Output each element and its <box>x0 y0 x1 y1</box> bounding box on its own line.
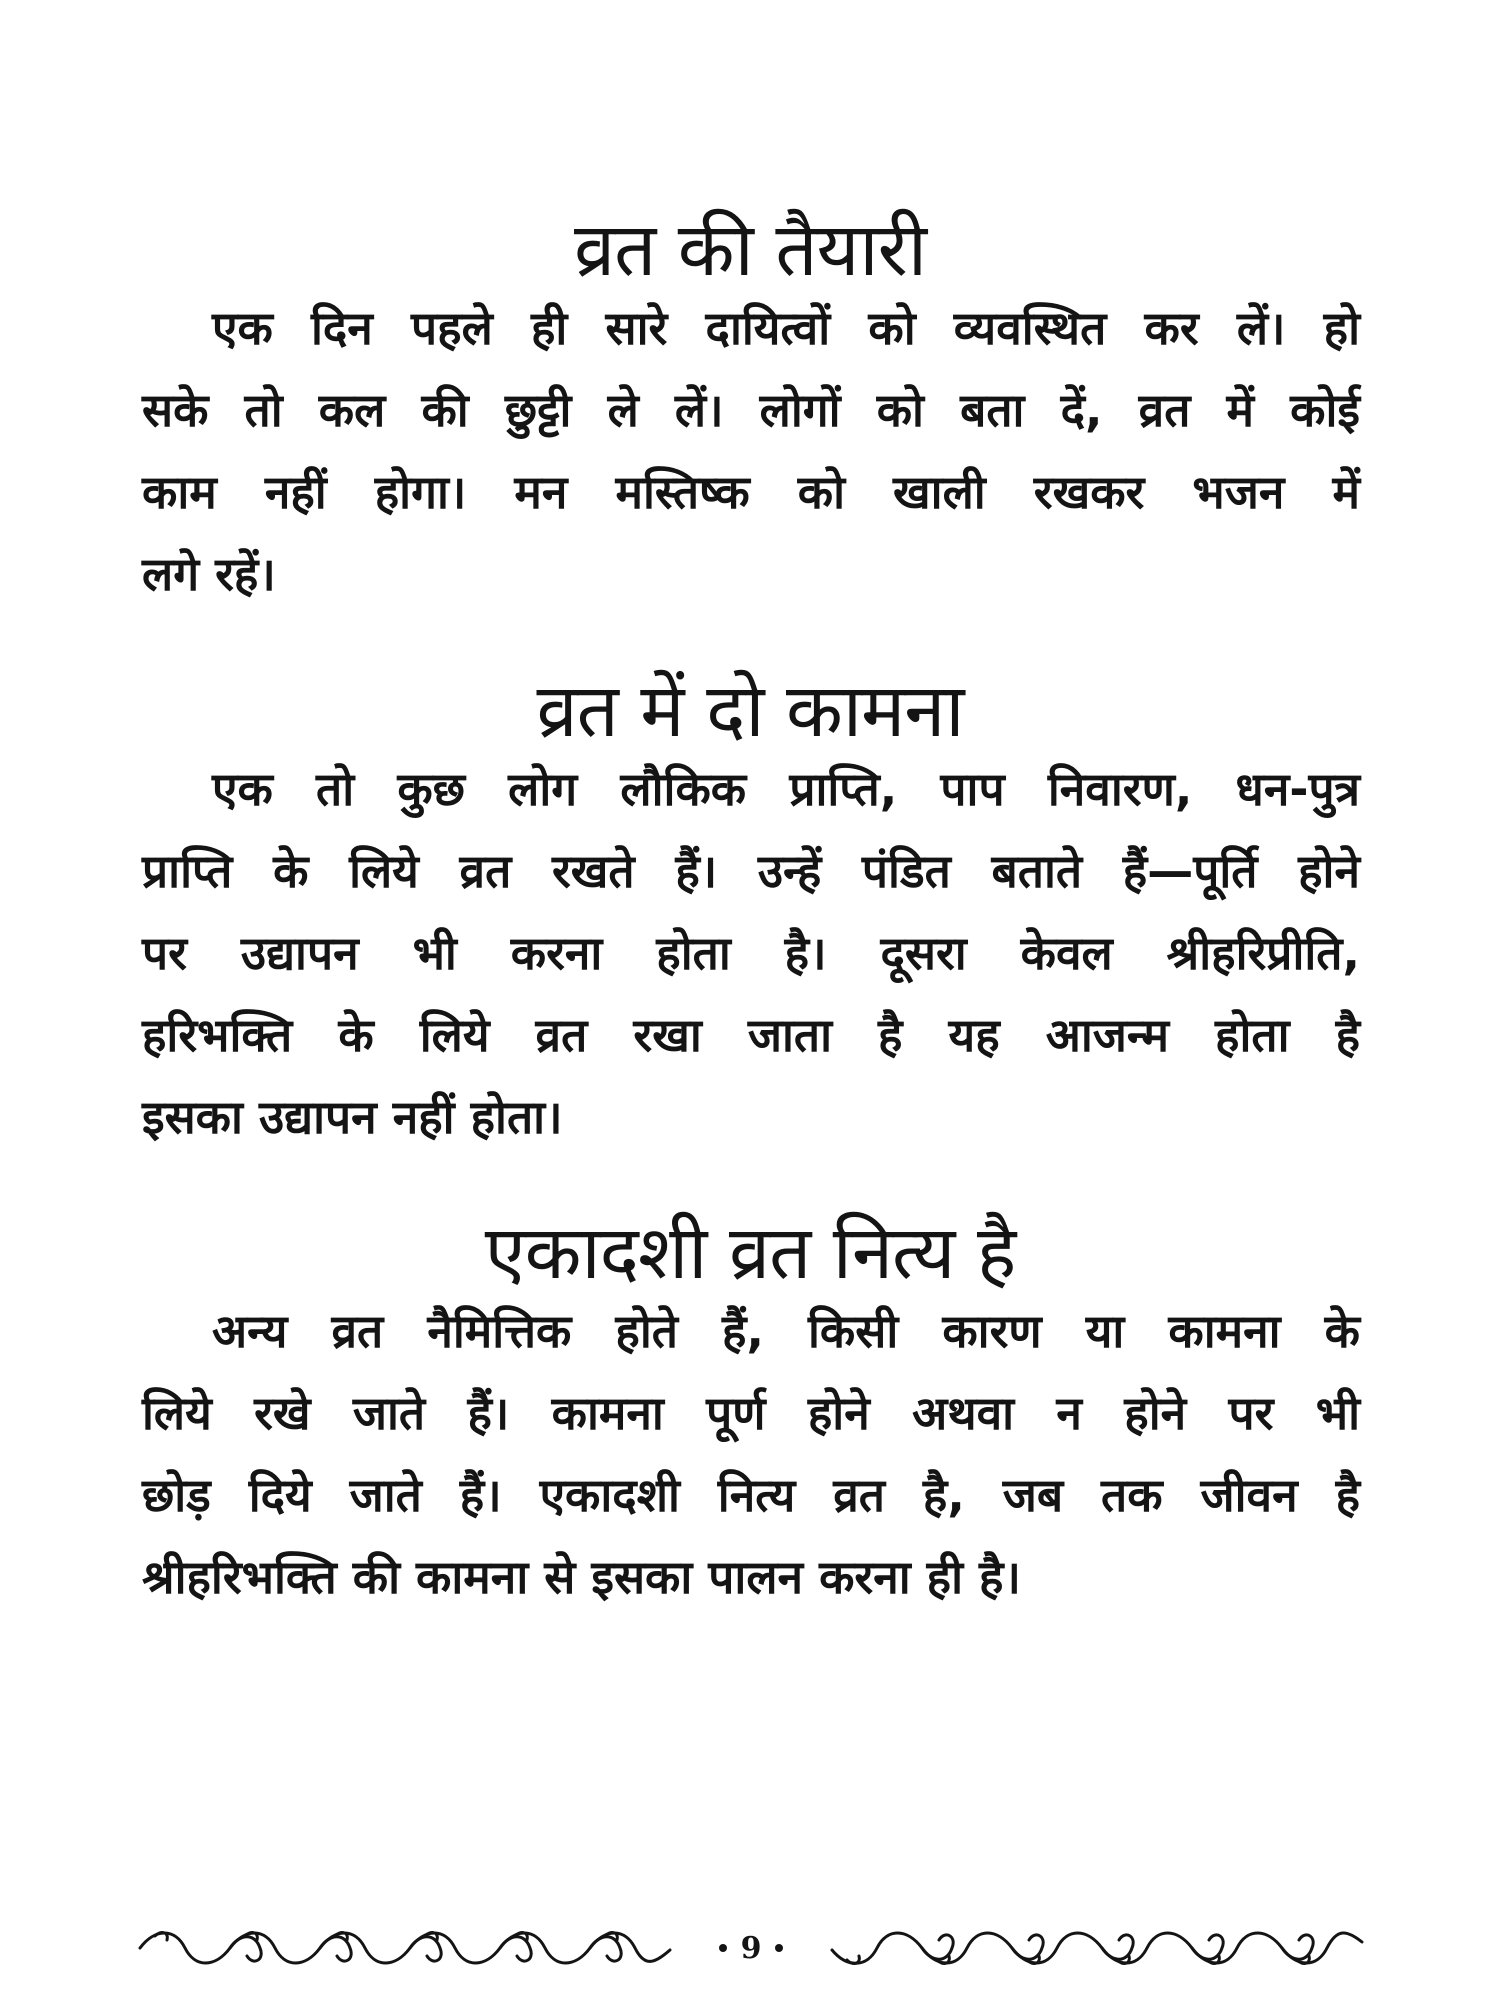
page-footer <box>135 1918 1367 1978</box>
paragraph-line: एक दिन पहले ही सारे दायित्वों को व्यवस्थित कर लें। हो <box>212 301 1360 355</box>
paragraph-line: इसका उद्यापन नहीं होता। <box>142 1090 563 1144</box>
bullet-dot-icon <box>719 1944 727 1952</box>
section-heading-ekadashi-vrat-nitya: एकादशी व्रत नित्य है <box>484 1210 1016 1296</box>
paragraph-line: प्राप्ति के लिये व्रत रखते हैं। उन्हें पंडित बताते हैं—पूर्ति होने <box>142 844 1360 898</box>
section-heading-vrat-mein-do-kamna: व्रत में दो कामना <box>536 668 964 754</box>
paragraph-line: श्रीहरिभक्ति की कामना से इसका पालन करना ही है। <box>142 1550 1021 1604</box>
decorative-scroll-ornament-left <box>135 1918 675 1978</box>
section-paragraph-ekadashi-vrat-nitya <box>142 1290 1360 1618</box>
paragraph-line: सके तो कल की छुट्टी ले लें। लोगों को बता दें, व्रत में कोई <box>142 383 1360 437</box>
page-number: 9 <box>740 1930 762 1966</box>
paragraph-line: एक तो कुछ लोग लौकिक प्राप्ति, पाप निवारण, धन-पुत्र <box>212 762 1360 816</box>
paragraph-line: लगे रहें। <box>142 547 276 601</box>
section-heading-vrat-ki-taiyari: व्रत की तैयारी <box>573 207 927 293</box>
bullet-dot-icon <box>775 1944 783 1952</box>
section-paragraph-vrat-ki-taiyari <box>142 287 1360 615</box>
paragraph-line: हरिभक्ति के लिये व्रत रखा जाता है यह आजन्म होता है <box>142 1008 1360 1062</box>
page-number-block <box>675 1918 827 1978</box>
decorative-scroll-ornament-right <box>827 1918 1367 1978</box>
paragraph-line: छोड़ दिये जाते हैं। एकादशी नित्य व्रत है, जब तक जीवन है <box>142 1468 1360 1522</box>
paragraph-line: पर उद्यापन भी करना होता है। दूसरा केवल श्रीहरिप्रीति, <box>142 926 1360 980</box>
paragraph-line: लिये रखे जाते हैं। कामना पूर्ण होने अथवा न होने पर भी <box>142 1386 1360 1440</box>
paragraph-line: अन्य व्रत नैमित्तिक होते हैं, किसी कारण या कामना के <box>212 1304 1360 1358</box>
paragraph-line: काम नहीं होगा। मन मस्तिष्क को खाली रखकर भजन में <box>142 465 1360 519</box>
section-paragraph-vrat-mein-do-kamna <box>142 748 1360 1158</box>
